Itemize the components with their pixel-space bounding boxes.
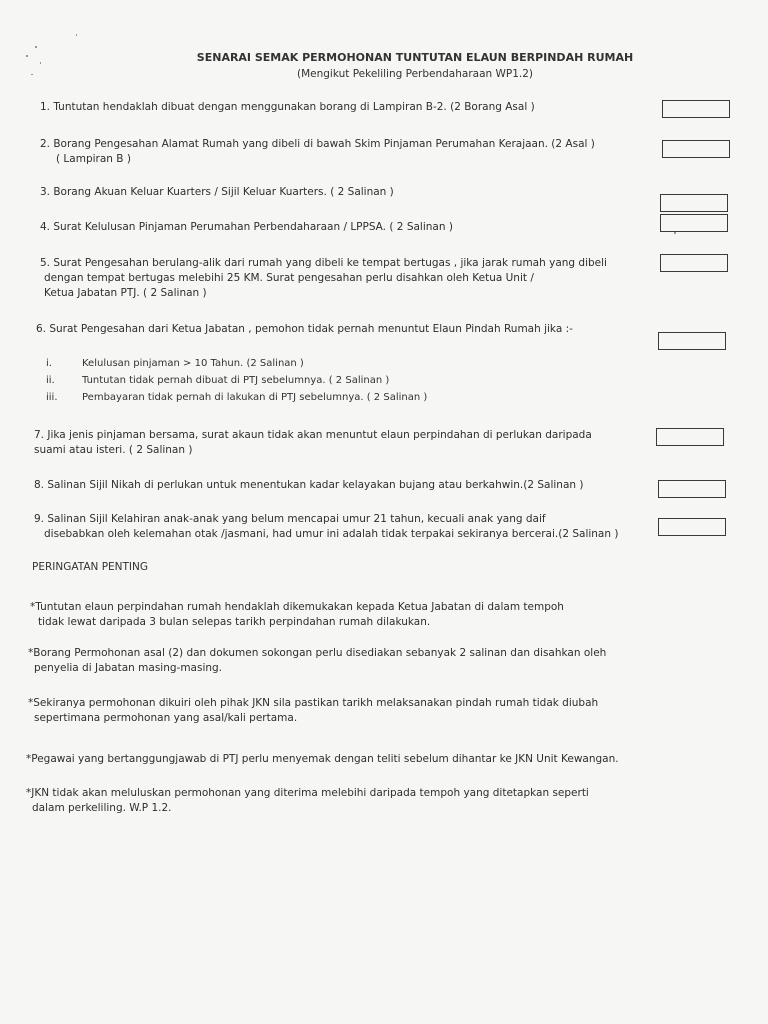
checklist-item-2: [40, 137, 595, 167]
checklist-item-8: [34, 478, 583, 493]
item-text: 8. Salinan Sijil Nikah di perlukan untuk menentukan kadar kelayakan bujang atau berkahwin.(2 Salinan ): [34, 479, 584, 491]
item-text: 9. Salinan Sijil Kelahiran anak-anak yang belum mencapai umur 21 tahun, kecuali anak yang daif: [34, 513, 546, 525]
subitem-text: Kelulusan pinjaman > 10 Tahun. (2 Salinan ): [82, 358, 304, 369]
subitem-text: Pembayaran tidak pernah di lakukan di PTJ sebelumnya. ( 2 Salinan ): [82, 392, 428, 403]
item-text: 3. Borang Akuan Keluar Kuarters / Sijil Keluar Kuarters. ( 2 Salinan ): [40, 186, 394, 198]
warning-text: *Borang Permohonan asal (2) dan dokumen sokongan perlu disediakan sebanyak 2 salinan dan disahkan oleh: [28, 647, 607, 659]
checklist-item-7: [34, 428, 592, 458]
checkbox-item-4[interactable]: [660, 214, 728, 232]
warning-note-5: [26, 786, 589, 816]
warning-note-4: [26, 752, 619, 767]
warning-text: *Tuntutan elaun perpindahan rumah hendaklah dikemukakan kepada Ketua Jabatan di dalam tempoh: [30, 601, 564, 613]
item-text: disebabkan oleh kelemahan otak /jasmani, had umur ini adalah tidak terpakai sekiranya bercerai.(2 Salinan ): [44, 528, 619, 540]
warning-note-3: [28, 696, 598, 726]
warning-text: tidak lewat daripada 3 bulan selepas tarikh perpindahan rumah dilakukan.: [38, 616, 431, 628]
checklist-item-6: [36, 322, 573, 337]
item-text: 1. Tuntutan hendaklah dibuat dengan menggunakan borang di Lampiran B-2. (2 Borang Asal ): [40, 101, 535, 113]
checkbox-item-7[interactable]: [656, 428, 724, 446]
checkbox-item-1[interactable]: [662, 100, 730, 118]
scan-speck: [674, 232, 676, 234]
item-text: suami atau isteri. ( 2 Salinan ): [34, 444, 193, 456]
warning-note-2: [28, 646, 606, 676]
scan-speck: [76, 34, 77, 36]
page-title: SENARAI SEMAK PERMOHONAN TUNTUTAN ELAUN BERPINDAH RUMAH: [196, 51, 634, 64]
subitem-i: [46, 357, 304, 371]
subitem-roman: i.: [46, 358, 52, 369]
checkbox-item-5[interactable]: [660, 254, 728, 272]
page-subtitle: (Mengikut Pekeliling Perbendaharaan WP1.2): [296, 68, 534, 80]
scan-speck: [31, 74, 33, 75]
scan-speck: [40, 62, 41, 64]
scan-speck: [26, 55, 28, 57]
checkbox-item-3[interactable]: [660, 194, 728, 212]
warning-text: dalam perkeliling. W.P 1.2.: [32, 802, 172, 814]
subitem-ii: [46, 374, 389, 388]
warning-heading: PERINGATAN PENTING: [32, 561, 149, 573]
checklist-item-9: [34, 512, 618, 542]
checklist-item-5: [40, 256, 607, 301]
item-text: 4. Surat Kelulusan Pinjaman Perumahan Perbendaharaan / LPPSA. ( 2 Salinan ): [40, 221, 453, 233]
warning-text: *Pegawai yang bertanggungjawab di PTJ perlu menyemak dengan teliti sebelum dihantar ke JKN Unit Kewangan.: [26, 753, 619, 765]
checklist-item-4: [40, 220, 453, 235]
item-text: ( Lampiran B ): [56, 153, 131, 165]
checklist-item-3: [40, 185, 394, 200]
checkbox-item-2[interactable]: [662, 140, 730, 158]
item-text: 6. Surat Pengesahan dari Ketua Jabatan , pemohon tidak pernah menuntut Elaun Pindah Rumah jika :-: [36, 323, 573, 335]
item-text: 7. Jika jenis pinjaman bersama, surat akaun tidak akan menuntut elaun perpindahan di perlukan daripada: [34, 429, 592, 441]
item-text: dengan tempat bertugas melebihi 25 KM. Surat pengesahan perlu disahkan oleh Ketua Unit /: [44, 272, 534, 284]
subitem-roman: ii.: [46, 375, 55, 386]
scan-speck: [35, 46, 37, 48]
subitem-roman: iii.: [46, 392, 58, 403]
warning-text: sepertimana permohonan yang asal/kali pertama.: [34, 712, 298, 724]
warning-text: *JKN tidak akan meluluskan permohonan yang diterima melebihi daripada tempoh yang ditetapkan seperti: [26, 787, 589, 799]
checkbox-item-8[interactable]: [658, 480, 726, 498]
subitem-text: Tuntutan tidak pernah dibuat di PTJ sebelumnya. ( 2 Salinan ): [82, 375, 390, 386]
warning-note-1: [30, 600, 564, 630]
warning-text: penyelia di Jabatan masing-masing.: [34, 662, 223, 674]
subitem-iii: [46, 391, 427, 405]
checkbox-item-6[interactable]: [658, 332, 726, 350]
item-text: Ketua Jabatan PTJ. ( 2 Salinan ): [44, 287, 207, 299]
item-text: 5. Surat Pengesahan berulang-alik dari rumah yang dibeli ke tempat bertugas , jika jarak rumah yang dibeli: [40, 257, 607, 269]
warning-text: *Sekiranya permohonan dikuiri oleh pihak JKN sila pastikan tarikh melaksanakan pindah rumah tidak diubah: [28, 697, 599, 709]
item-text: 2. Borang Pengesahan Alamat Rumah yang dibeli di bawah Skim Pinjaman Perumahan Kerajaan. (2 Asal ): [40, 138, 595, 150]
checklist-item-1: [40, 100, 535, 115]
checkbox-item-9[interactable]: [658, 518, 726, 536]
